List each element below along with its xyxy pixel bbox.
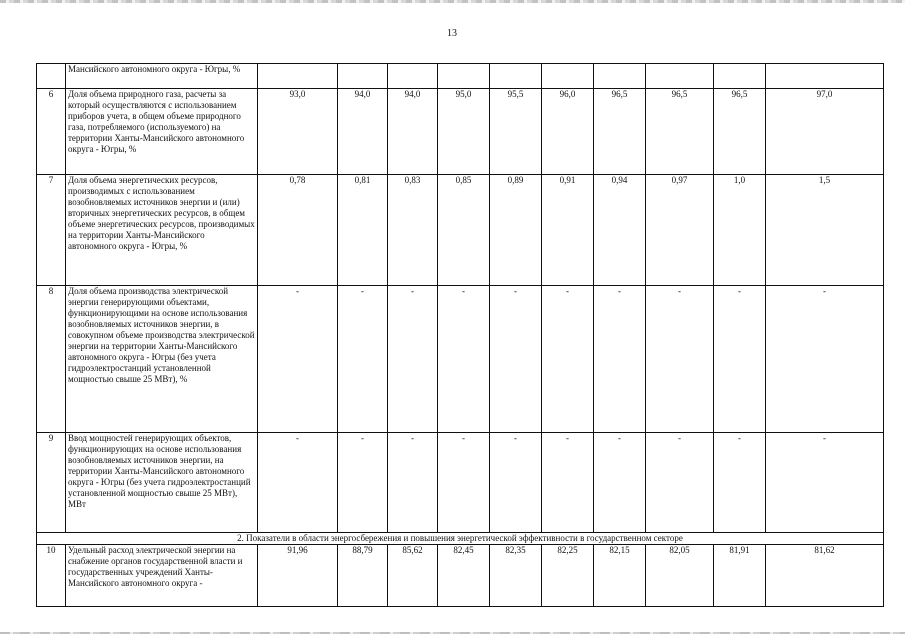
value-cell: - <box>338 286 388 433</box>
value-cell: 82,45 <box>438 545 490 607</box>
section-header-row <box>37 533 884 545</box>
table-row <box>37 433 884 533</box>
value-cell <box>766 64 884 89</box>
value-cell: 0,78 <box>258 175 338 286</box>
value-cell: - <box>438 433 490 533</box>
value-cell: 82,05 <box>646 545 714 607</box>
value-cell: - <box>766 433 884 533</box>
value-cell <box>542 64 594 89</box>
value-cell: 93,0 <box>258 89 338 175</box>
value-cell: 1,5 <box>766 175 884 286</box>
value-cell: 81,62 <box>766 545 884 607</box>
row-description: Удельный расход электрической энергии на снабжение органов государственной власти и государственных учреждений Ханты-Мансийского автономного округа - <box>66 545 258 607</box>
value-cell <box>388 64 438 89</box>
value-cell <box>338 64 388 89</box>
value-cell <box>594 64 646 89</box>
value-cell: - <box>594 286 646 433</box>
row-number: 9 <box>37 433 66 533</box>
table-body <box>37 64 884 607</box>
page-number: 13 <box>447 28 457 39</box>
value-cell: - <box>714 433 766 533</box>
scan-edge-bottom <box>0 632 905 634</box>
value-cell: 82,25 <box>542 545 594 607</box>
value-cell <box>646 64 714 89</box>
value-cell: 0,97 <box>646 175 714 286</box>
value-cell: 0,91 <box>542 175 594 286</box>
row-description: Доля объема производства электрической энергии генерирующими объектами, функционирующими на основе использования возобновляемых источников энергии, в совокупном объеме производства электрической энергии на территории Ханты-Мансийского автономного округа - Югры (без учета гидроэлектростанций установленной мощностью свыше 25 МВт), % <box>66 286 258 433</box>
value-cell: - <box>438 286 490 433</box>
value-cell <box>490 64 542 89</box>
row-number: 6 <box>37 89 66 175</box>
section-header: 2. Показатели в области энергосбережения и повышения энергетической эффективности в государственном секторе <box>37 533 884 545</box>
value-cell: 0,85 <box>438 175 490 286</box>
value-cell: 0,94 <box>594 175 646 286</box>
value-cell <box>258 64 338 89</box>
value-cell: 96,5 <box>594 89 646 175</box>
indicators-table <box>36 63 884 607</box>
value-cell: - <box>766 286 884 433</box>
value-cell: - <box>594 433 646 533</box>
row-number: 7 <box>37 175 66 286</box>
value-cell: - <box>490 433 542 533</box>
value-cell: - <box>646 286 714 433</box>
value-cell: 0,89 <box>490 175 542 286</box>
value-cell: 1,0 <box>714 175 766 286</box>
value-cell: 0,83 <box>388 175 438 286</box>
row-description: Доля объема природного газа, расчеты за который осуществляются с использованием приборов учета, в общем объеме природного газа, потребляемого (используемого) на территории Ханты-Мансийского автономного округа - Югры, % <box>66 89 258 175</box>
value-cell: - <box>388 433 438 533</box>
value-cell: 95,0 <box>438 89 490 175</box>
value-cell: - <box>646 433 714 533</box>
row-number: 8 <box>37 286 66 433</box>
value-cell: - <box>542 433 594 533</box>
value-cell: - <box>542 286 594 433</box>
value-cell: - <box>258 286 338 433</box>
value-cell: 94,0 <box>388 89 438 175</box>
value-cell: - <box>490 286 542 433</box>
value-cell: 91,96 <box>258 545 338 607</box>
value-cell: 82,35 <box>490 545 542 607</box>
value-cell <box>714 64 766 89</box>
row-description: Мансийского автономного округа - Югры, % <box>66 64 258 89</box>
row-number: 10 <box>37 545 66 607</box>
value-cell: 96,5 <box>646 89 714 175</box>
value-cell: 95,5 <box>490 89 542 175</box>
value-cell: - <box>338 433 388 533</box>
scan-edge-top <box>0 0 905 3</box>
value-cell <box>438 64 490 89</box>
value-cell: 96,5 <box>714 89 766 175</box>
value-cell: 0,81 <box>338 175 388 286</box>
row-description: Доля объема энергетических ресурсов, производимых с использованием возобновляемых источников энергии и (или) вторичных энергетических ресурсов, в общем объеме энергетических ресурсов, производимых на территории Ханты-Мансийского автономного округа - Югры, % <box>66 175 258 286</box>
value-cell: - <box>714 286 766 433</box>
table-row <box>37 64 884 89</box>
table-row <box>37 545 884 607</box>
value-cell: 97,0 <box>766 89 884 175</box>
value-cell: - <box>388 286 438 433</box>
value-cell: 94,0 <box>338 89 388 175</box>
value-cell: 82,15 <box>594 545 646 607</box>
table-row <box>37 175 884 286</box>
table-row <box>37 89 884 175</box>
table-row <box>37 286 884 433</box>
value-cell: - <box>258 433 338 533</box>
row-number <box>37 64 66 89</box>
value-cell: 96,0 <box>542 89 594 175</box>
value-cell: 88,79 <box>338 545 388 607</box>
row-description: Ввод мощностей генерирующих объектов, функционирующих на основе использования возобновляемых источников энергии, на территории Ханты-Мансийского автономного округа - Югры (без учета гидроэлектростанций установленной мощностью свыше 25 МВт), МВт <box>66 433 258 533</box>
value-cell: 81,91 <box>714 545 766 607</box>
value-cell: 85,62 <box>388 545 438 607</box>
